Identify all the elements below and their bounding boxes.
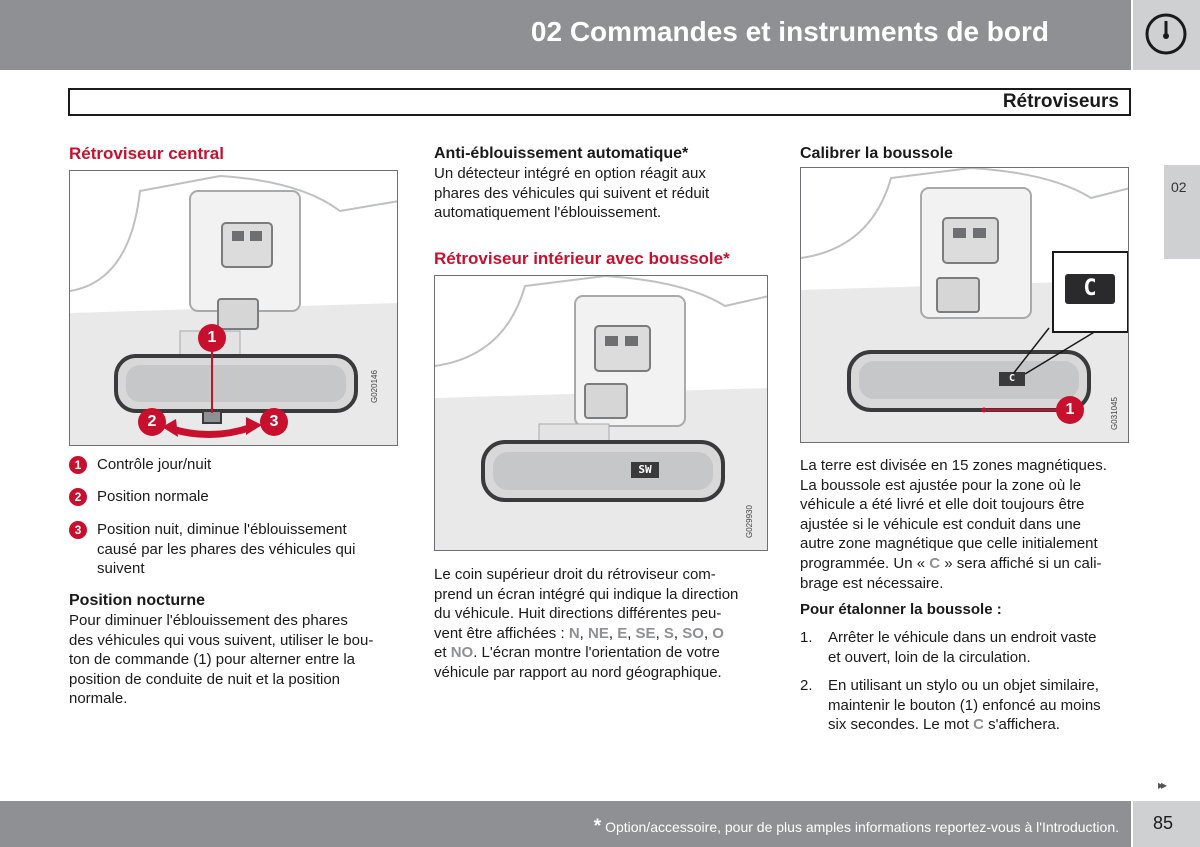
- calibrate-zoom-display: C: [1083, 276, 1097, 301]
- calibration-symbol: C: [929, 554, 941, 572]
- compass-display-text: SW: [638, 463, 652, 476]
- legend-num: 1: [69, 456, 87, 474]
- header-icon-box: [1133, 0, 1200, 70]
- text-line-no: [434, 643, 784, 663]
- figure-central-mirror: [69, 170, 398, 446]
- page-number: 85: [1153, 813, 1174, 833]
- double-arrow-right-icon[interactable]: ▸▸: [1158, 778, 1165, 792]
- figure-callout-1: 1: [198, 324, 226, 352]
- chapter-tab-label: 02: [1171, 179, 1187, 195]
- text-span: » sera affiché si un cali-: [940, 554, 1102, 572]
- direction-so: SO: [682, 624, 704, 642]
- calibrate-mirror-display: C: [1008, 373, 1016, 384]
- legend-text: Position normale: [97, 488, 209, 505]
- step-text: [828, 676, 1138, 735]
- text-line: prend un écran intégré qui indique la direction: [434, 585, 739, 603]
- text-span: s'affichera.: [983, 716, 1060, 734]
- page-number-box: [1133, 801, 1200, 847]
- text-line: maintenir le bouton (1) enfoncé au moins: [828, 696, 1101, 714]
- header-bar: [0, 0, 1131, 70]
- text-line: véhicule par rapport au nord géographique.: [434, 663, 722, 681]
- direction-se: SE: [635, 624, 656, 642]
- legend-text: suivent: [97, 560, 145, 578]
- direction-n: N: [568, 624, 580, 642]
- section-title: Rétroviseurs: [1002, 91, 1119, 112]
- legend-item-2: [69, 487, 399, 507]
- text-line-c: [800, 554, 1145, 574]
- footer-note-text: Option/accessoire, pour de plus amples informations reportez-vous à l'Introduction.: [605, 819, 1119, 835]
- figure-code: G029930: [745, 505, 754, 538]
- text-line: du véhicule. Huit directions différentes peu-: [434, 605, 722, 623]
- text-line: ton de commande (1) pour alterner entre la: [69, 651, 355, 669]
- figure-callout-3: 3: [260, 408, 288, 436]
- text-line: En utilisant un stylo ou un objet similaire,: [828, 677, 1099, 694]
- chapter-side-tab: [1164, 165, 1200, 259]
- text-line: ajustée si le véhicule est conduit dans une: [800, 515, 1082, 533]
- text-line: La terre est divisée en 15 zones magnétiques.: [800, 457, 1107, 474]
- legend-text: Position nuit, diminue l'éblouissement: [97, 521, 347, 538]
- text-line: position de conduite de nuit et la position: [69, 670, 341, 688]
- text-line: La boussole est ajustée pour la zone où le: [800, 476, 1082, 494]
- heading-compass-mirror: Rétroviseur intérieur avec boussole*: [434, 249, 730, 268]
- text-line: véhicule a été livré et elle doit toujours être: [800, 496, 1085, 514]
- asterisk: *: [593, 816, 602, 837]
- direction-e: E: [617, 624, 628, 642]
- compass-description: [434, 565, 784, 683]
- text-line: phares des véhicules qui suivent et réduit: [434, 184, 710, 202]
- figure-callout-1: 1: [1056, 396, 1084, 424]
- step-number: 1.: [800, 629, 813, 646]
- legend-num: 3: [69, 521, 87, 539]
- text-span: . L'écran montre l'orientation de votre: [473, 644, 720, 662]
- footer-bar: [0, 801, 1131, 847]
- text-line: Pour diminuer l'éblouissement des phares: [69, 612, 348, 629]
- step-2: [800, 676, 1140, 736]
- direction-ne: NE: [588, 624, 609, 642]
- heading-central-mirror: Rétroviseur central: [69, 144, 224, 163]
- text-line-directions: vent être affichées : N, NE, E, SE, S, SO, O: [434, 624, 724, 642]
- figure-callout-2: 2: [138, 408, 166, 436]
- direction-s: S: [663, 624, 674, 642]
- text-line: et ouvert, loin de la circulation.: [828, 648, 1031, 666]
- speedometer-icon: [1144, 12, 1188, 56]
- legend-num: 2: [69, 488, 87, 506]
- step-text: [828, 628, 1138, 667]
- text-line: normale.: [69, 690, 128, 708]
- text-span: six secondes. Le mot: [828, 716, 974, 734]
- text-line: brage est nécessaire.: [800, 574, 944, 592]
- figure-calibrate-compass: [800, 167, 1129, 443]
- calibration-symbol: C: [973, 716, 984, 734]
- heading-calibrate-steps: Pour étalonner la boussole :: [800, 601, 1002, 618]
- legend-item-3: [69, 520, 399, 580]
- text-line: Un détecteur intégré en option réagit aux: [434, 165, 706, 182]
- heading-calibrate-compass: Calibrer la boussole: [800, 145, 953, 162]
- text-span: programmée. Un «: [800, 554, 930, 572]
- legend-item-1: [69, 455, 399, 475]
- text-line: autre zone magnétique que celle initialement: [800, 535, 1098, 553]
- night-position-text: [69, 611, 409, 709]
- direction-no: NO: [450, 644, 474, 662]
- figure-compass-mirror: [434, 275, 768, 551]
- text-line: Arrêter le véhicule dans un endroit vaste: [828, 629, 1097, 646]
- legend-text: Contrôle jour/nuit: [97, 456, 212, 473]
- chapter-title: 02 Commandes et instruments de bord: [530, 16, 1049, 47]
- legend-text: causé par les phares des véhicules qui: [97, 540, 356, 558]
- text-line: des véhicules qui vous suivent, utiliser le bou-: [69, 631, 374, 649]
- text-line-c: [828, 715, 1138, 735]
- direction-o: O: [712, 624, 724, 642]
- text-span: vent être affichées :: [434, 624, 569, 642]
- section-title-box: [68, 88, 1131, 116]
- auto-dimming-text: [434, 164, 774, 223]
- footer-note: [594, 816, 1119, 838]
- text-span: et: [434, 644, 451, 662]
- calibrate-intro-text: [800, 456, 1145, 593]
- step-1: [800, 628, 1140, 668]
- figure-code: G020146: [370, 370, 379, 403]
- figure-code: G031045: [1110, 397, 1119, 430]
- heading-auto-dimming: Anti-éblouissement automatique*: [434, 145, 689, 162]
- text-line: automatiquement l'éblouissement.: [434, 204, 662, 222]
- step-number: 2.: [800, 677, 813, 694]
- heading-night-position: Position nocturne: [69, 592, 205, 609]
- text-line: Le coin supérieur droit du rétroviseur com-: [434, 566, 716, 583]
